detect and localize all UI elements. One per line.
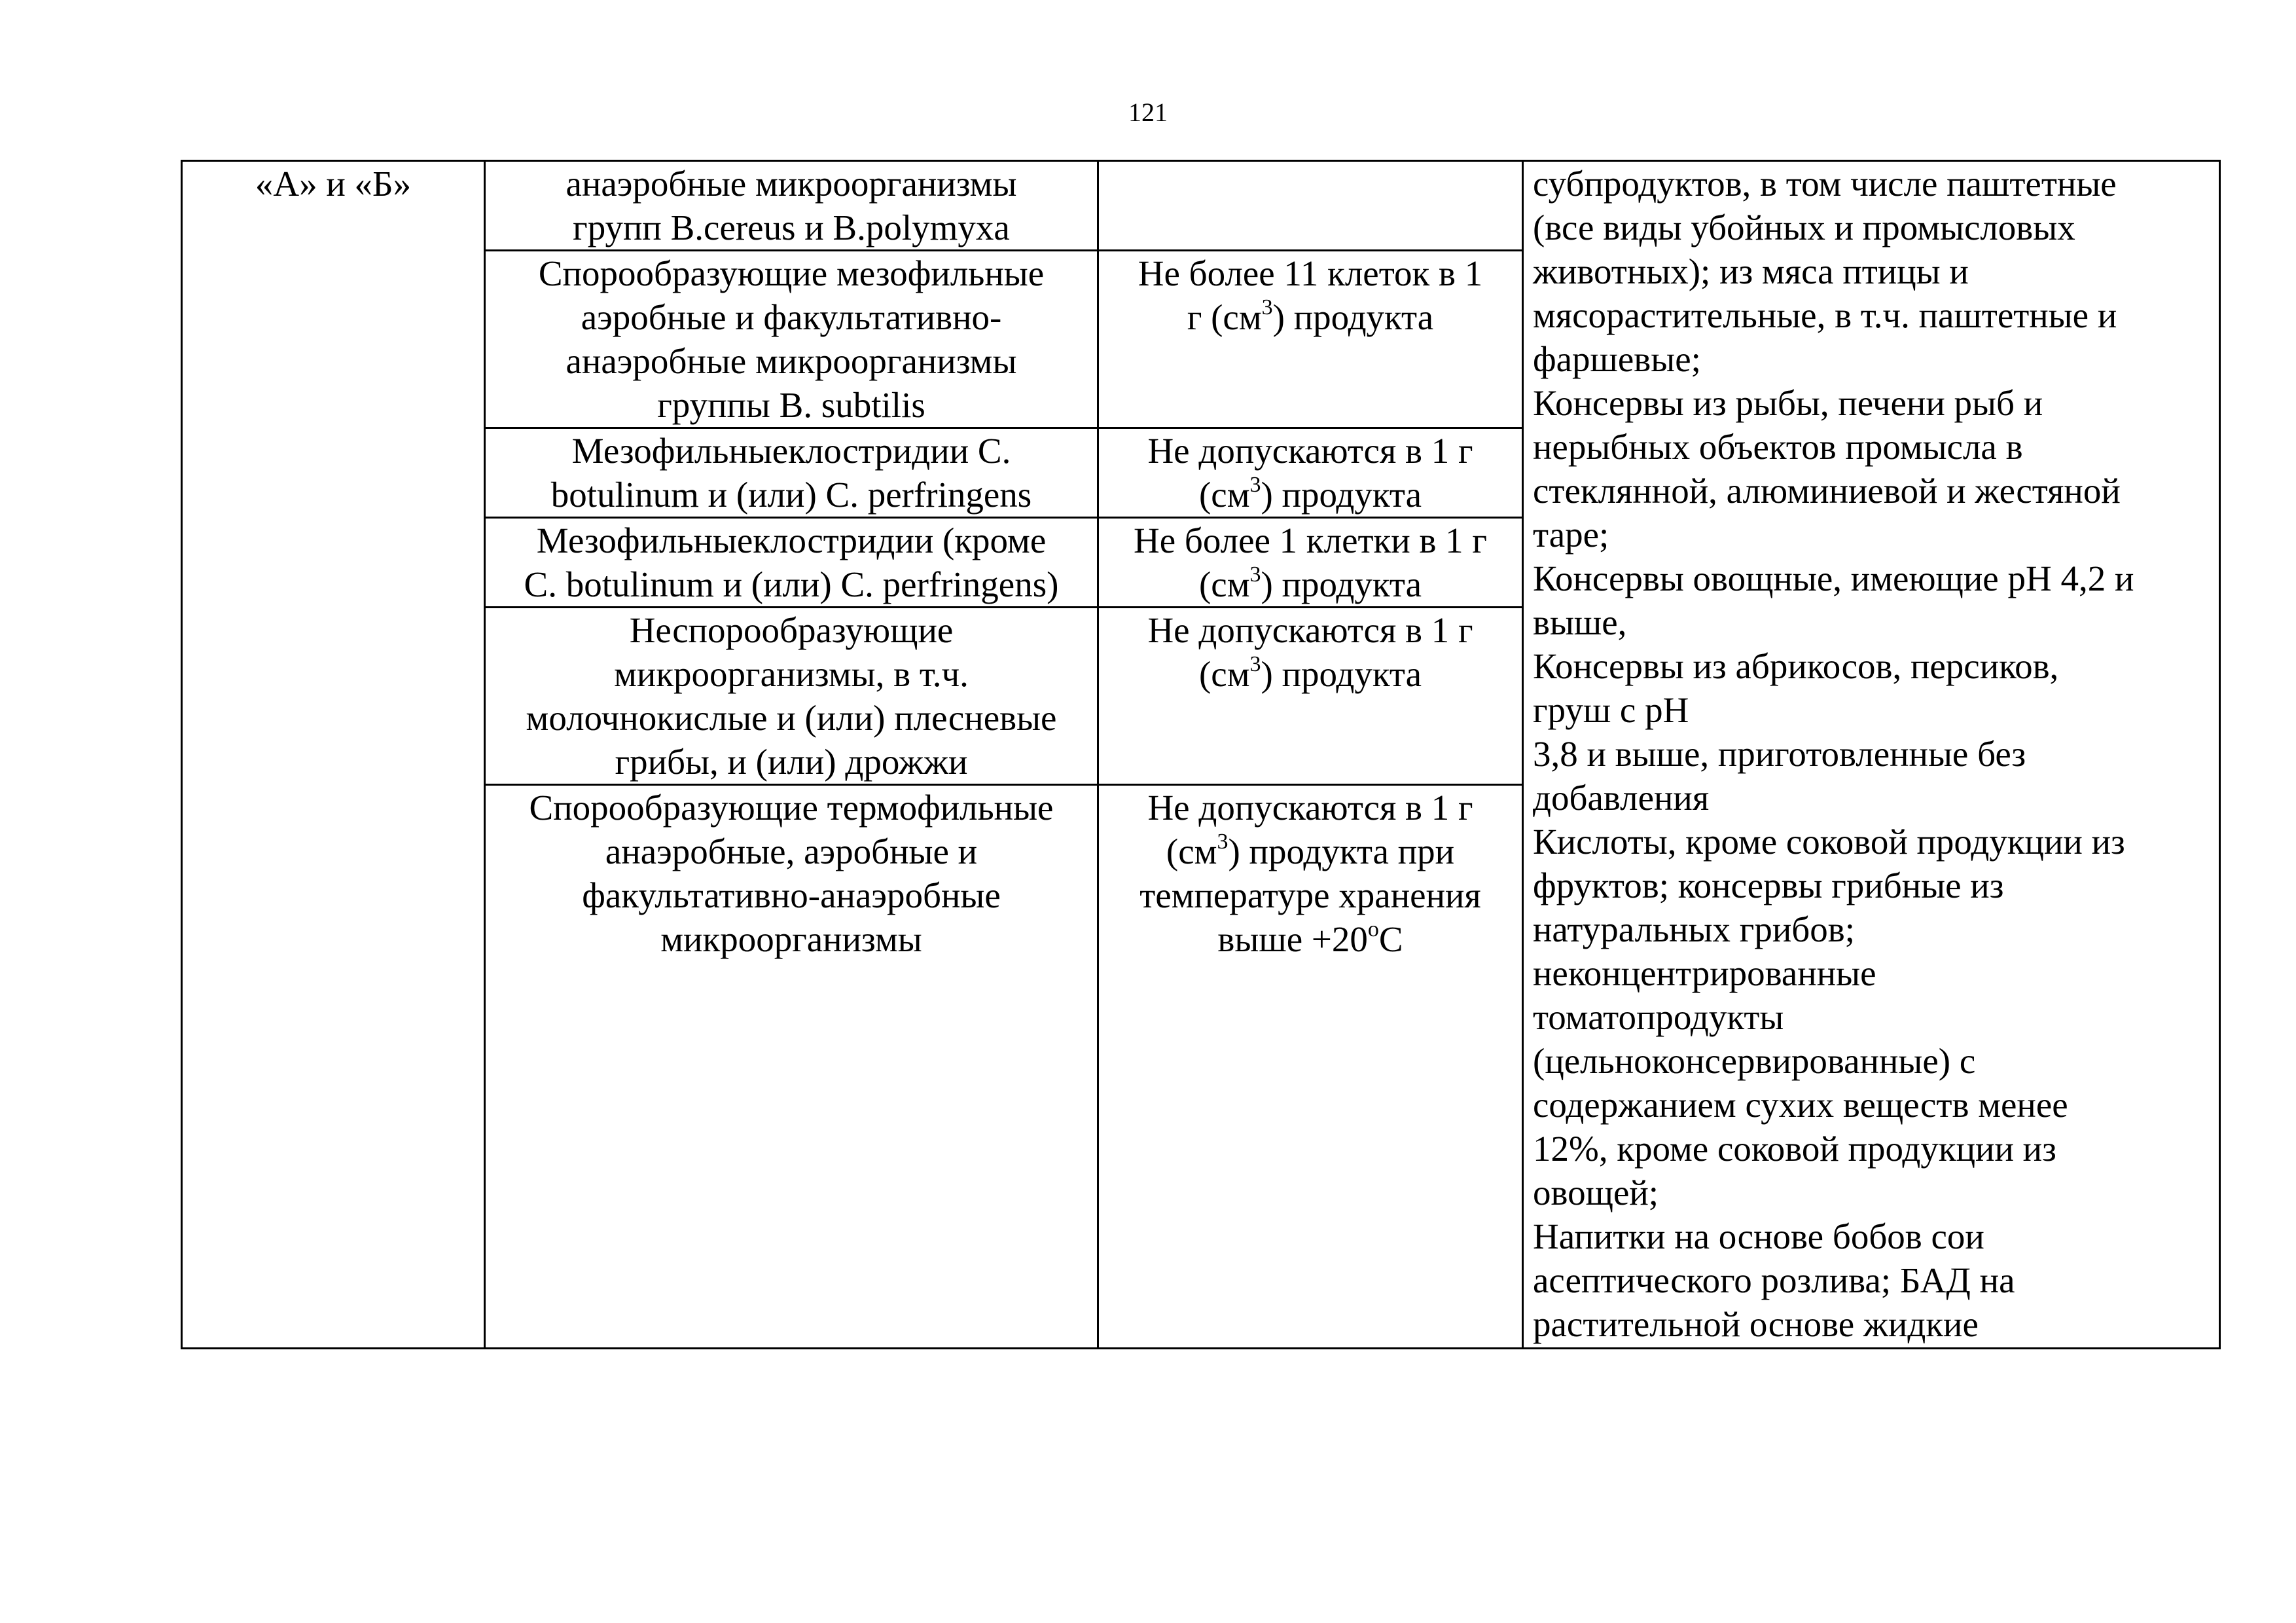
norm-text: ) продукта: [1272, 297, 1434, 337]
indicator-cell: [485, 161, 1098, 251]
product-line: растительной основе жидкие: [1533, 1304, 1979, 1344]
norm-text: (см: [1166, 831, 1217, 871]
norm-line: [1108, 917, 1513, 961]
indicator-line: микроорганизмы, в т.ч.: [614, 654, 969, 694]
norm-text: (см: [1198, 564, 1250, 604]
norm-line: [1108, 562, 1513, 606]
indicator-line: молочнокислые и (или) плесневые: [526, 698, 1057, 738]
norm-text: ) продукта: [1261, 654, 1422, 694]
product-line: субпродуктов, в том числе паштетные: [1533, 164, 2117, 204]
page-number: 121: [1128, 98, 1168, 127]
norm-cell: [1098, 785, 1523, 1349]
group-label-cell: [182, 161, 485, 1349]
product-line: Напитки на основе бобов сои: [1533, 1216, 1984, 1256]
superscript: 3: [1217, 829, 1229, 854]
group-label: «А» и «Б»: [255, 164, 412, 204]
product-line: (все виды убойных и промысловых: [1533, 208, 2075, 247]
indicator-cell: [485, 608, 1098, 785]
indicator-line: групп B.cereus и B.polymyxa: [573, 208, 1010, 247]
indicator-line: аэробные и факультативно-: [581, 297, 1002, 337]
norm-cell: [1098, 161, 1523, 251]
superscript: 3: [1249, 472, 1261, 497]
norm-cell: [1098, 428, 1523, 518]
product-line: 12%, кроме соковой продукции из: [1533, 1129, 2056, 1169]
norm-text: г (см: [1187, 297, 1262, 337]
norm-text: ) продукта: [1261, 475, 1422, 515]
product-line: натуральных грибов;: [1533, 909, 1856, 949]
indicator-line: Спорообразующие мезофильные: [538, 253, 1045, 293]
product-line: (цельноконсервированные) с: [1533, 1041, 1976, 1081]
norm-line: Не более 11 клеток в 1: [1138, 253, 1483, 293]
norm-cell: [1098, 251, 1523, 428]
product-line: овощей;: [1533, 1173, 1659, 1213]
indicator-line: Мезофильныеклостридии C.: [571, 431, 1011, 471]
product-line: фаршевые;: [1533, 339, 1701, 379]
indicator-line: грибы, и (или) дрожжи: [615, 742, 968, 782]
indicator-line: анаэробные, аэробные и: [605, 831, 978, 871]
norm-line: Не более 1 клетки в 1 г: [1134, 520, 1487, 560]
product-line: таре;: [1533, 515, 1609, 555]
product-line: Кислоты, кроме соковой продукции из: [1533, 822, 2125, 862]
norm-text: ) продукта при: [1228, 831, 1455, 871]
indicator-line: botulinum и (или) C. perfringens: [550, 475, 1032, 515]
indicator-line: C. botulinum и (или) C. perfringens): [524, 564, 1059, 604]
norm-line: Не допускаются в 1 г: [1147, 431, 1473, 471]
indicator-line: группы B. subtilis: [657, 385, 925, 425]
product-line: нерыбных объектов промысла в: [1533, 427, 2023, 467]
indicator-cell: [485, 428, 1098, 518]
product-line: животных); из мяса птицы и: [1533, 251, 1969, 291]
product-line: 3,8 и выше, приготовленные без: [1533, 734, 2026, 774]
products-cell: [1523, 161, 2220, 1349]
superscript: 3: [1249, 562, 1261, 587]
product-line: груш с рН: [1533, 690, 1689, 730]
norm-cell: [1098, 518, 1523, 608]
norm-line: [1108, 652, 1513, 696]
superscript: о: [1367, 917, 1379, 941]
superscript: 3: [1249, 651, 1261, 676]
norm-text: (см: [1198, 475, 1250, 515]
requirements-table: [181, 160, 2221, 1349]
norm-line: Не допускаются в 1 г: [1147, 788, 1473, 828]
product-line: мясорастительные, в т.ч. паштетные и: [1533, 295, 2117, 335]
indicator-cell: [485, 251, 1098, 428]
product-line: выше,: [1533, 602, 1627, 642]
indicator-line: факультативно-анаэробные: [582, 875, 1001, 915]
norm-cell: [1098, 608, 1523, 785]
product-line: асептического розлива; БАД на: [1533, 1260, 2015, 1300]
norm-text: С: [1378, 919, 1403, 959]
product-line: фруктов; консервы грибные из: [1533, 866, 2004, 905]
norm-text: выше +20: [1217, 919, 1368, 959]
indicator-line: микроорганизмы: [660, 919, 922, 959]
norm-line: Не допускаются в 1 г: [1147, 610, 1473, 650]
product-line: содержанием сухих веществ менее: [1533, 1085, 2068, 1125]
indicator-line: Спорообразующие термофильные: [529, 788, 1054, 828]
product-line: томатопродукты: [1533, 997, 1784, 1037]
table-row: [182, 161, 2220, 251]
norm-text: (см: [1198, 654, 1250, 694]
indicator-cell: [485, 785, 1098, 1349]
indicator-line: анаэробные микроорганизмы: [565, 341, 1017, 381]
product-line: неконцентрированные: [1533, 953, 1876, 993]
norm-line: [1108, 830, 1513, 873]
indicator-line: Мезофильныеклостридии (кроме: [536, 520, 1047, 560]
norm-line: [1108, 295, 1513, 339]
product-line: Консервы овощные, имеющие рН 4,2 и: [1533, 558, 2134, 598]
norm-text: ) продукта: [1261, 564, 1422, 604]
product-line: добавления: [1533, 778, 1710, 818]
norm-line: температуре хранения: [1139, 875, 1481, 915]
indicator-line: Неспорообразующие: [629, 610, 954, 650]
product-line: стеклянной, алюминиевой и жестяной: [1533, 471, 2121, 511]
norm-line: [1108, 473, 1513, 517]
product-line: Консервы из абрикосов, персиков,: [1533, 646, 2059, 686]
indicator-cell: [485, 518, 1098, 608]
product-line: Консервы из рыбы, печени рыб и: [1533, 383, 2043, 423]
superscript: 3: [1261, 295, 1273, 319]
indicator-line: анаэробные микроорганизмы: [565, 164, 1017, 204]
